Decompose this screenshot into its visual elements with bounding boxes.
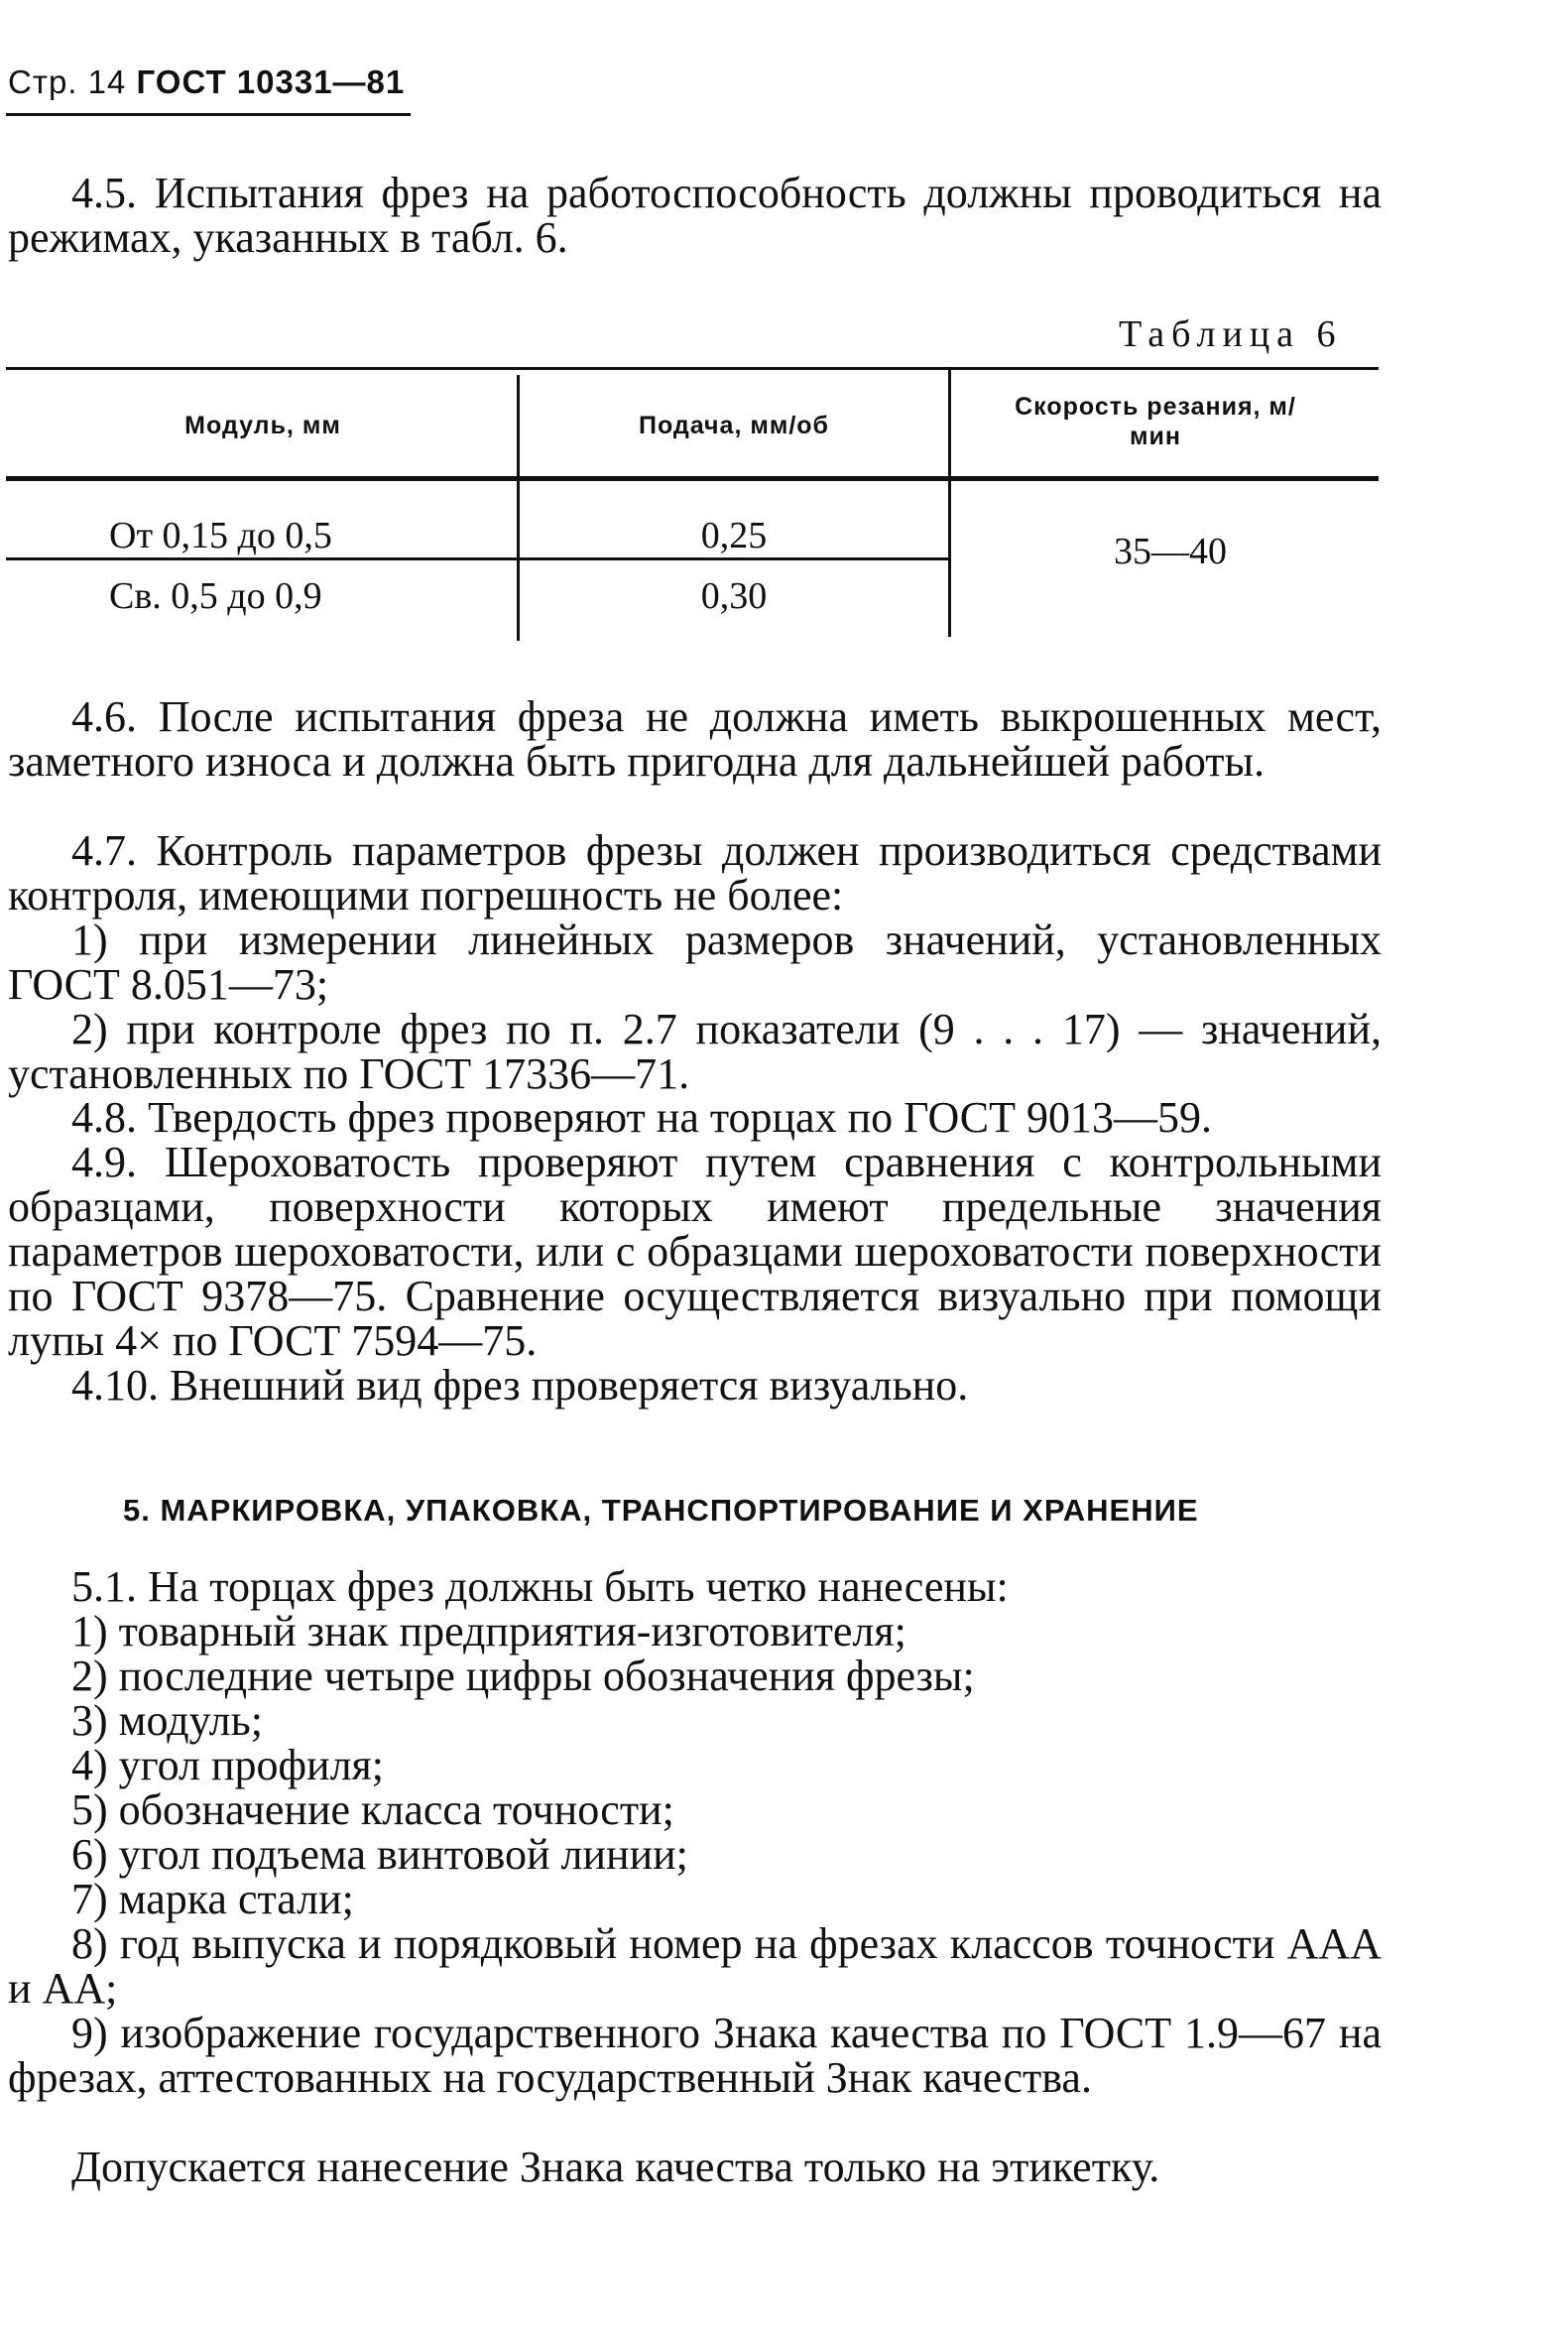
paragraph-4-7: 4.7. Контроль параметров фрезы должен производиться средствами контроля, имеющими погрешность не более: <box>8 826 1382 920</box>
marking-list-item: 1) товарный знак предприятия-изготовителя; <box>71 1607 906 1656</box>
table-row-rule <box>6 557 948 560</box>
paragraph-4-6: 4.6. После испытания фреза не должна иметь выкрошенных мест, заметного износа и должна быть пригодна для дальнейшей работы. <box>8 692 1382 786</box>
marking-list-item: 6) угол подъема винтовой линии; <box>71 1830 688 1879</box>
section-5-heading: 5. МАРКИРОВКА, УПАКОВКА, ТРАНСПОРТИРОВАНИЕ И ХРАНЕНИЕ <box>123 1493 1199 1528</box>
table-cell-feed: 0,30 <box>700 575 768 617</box>
table-cell-module: Св. 0,5 до 0,9 <box>109 575 322 617</box>
table-caption: Таблица 6 <box>1119 313 1343 355</box>
paragraph-4-10: 4.10. Внешний вид фрез проверяется визуально. <box>71 1361 969 1410</box>
document-id: ГОСТ 10331—81 <box>136 63 406 100</box>
table-header-rule <box>6 476 1379 481</box>
page-number: Стр. 14 <box>8 63 127 100</box>
marking-list-item: 9) изображение государственного Знака качества по ГОСТ 1.9—67 на фрезах, аттестованных на государственный Знак качества. <box>8 2009 1382 2102</box>
table-header-feed: Подача, мм/об <box>638 412 830 439</box>
paragraph-final: Допускается нанесение Знака качества только на этикетку. <box>71 2143 1160 2191</box>
table-col-divider-2 <box>948 369 951 637</box>
marking-list-item: 2) последние четыре цифры обозначения фрезы; <box>71 1652 975 1700</box>
paragraph-4-8: 4.8. Твердость фрез проверяют на торцах по ГОСТ 9013—59. <box>71 1093 1212 1142</box>
table-cell-module: От 0,15 до 0,5 <box>109 515 332 556</box>
marking-list-item: 7) марка стали; <box>71 1875 354 1923</box>
marking-list-item: 5) обозначение класса точности; <box>71 1785 674 1834</box>
table-header-module: Модуль, мм <box>184 412 341 439</box>
paragraph-4-7-item-1: 1) при измерении линейных размеров значений, установленных ГОСТ 8.051—73; <box>8 916 1382 1009</box>
paragraph-4-7-item-2: 2) при контроле фрез по п. 2.7 показатели (9 . . . 17) — значений, установленных по ГОСТ 17336—71. <box>8 1005 1382 1098</box>
paragraph-4-5: 4.5. Испытания фрез на работоспособность должны проводиться на режимах, указанных в табл. 6. <box>8 169 1382 262</box>
table-cell-speed: 35—40 <box>1114 531 1227 572</box>
paragraph-4-9: 4.9. Шероховатость проверяют путем сравнения с контрольными образцами, поверхности которых имеют предельные значения параметров шероховатости, или с образцами шероховатости поверхности по ГОСТ 9378—75. Сравнение осуществляется визуально при помощи лупы 4× по ГОСТ 7594—75. <box>8 1138 1382 1365</box>
table-cell-feed: 0,25 <box>700 515 768 556</box>
table-header-speed: Скорость резания, м/мин <box>1015 393 1296 450</box>
marking-list-item: 8) год выпуска и порядковый номер на фрезах классов точности ААА и АА; <box>8 1919 1382 2013</box>
table-top-rule <box>6 367 1379 370</box>
marking-list-item: 3) модуль; <box>71 1696 263 1745</box>
paragraph-5-1: 5.1. На торцах фрез должны быть четко нанесены: <box>71 1562 1009 1611</box>
marking-list-item: 4) угол профиля; <box>71 1741 385 1789</box>
